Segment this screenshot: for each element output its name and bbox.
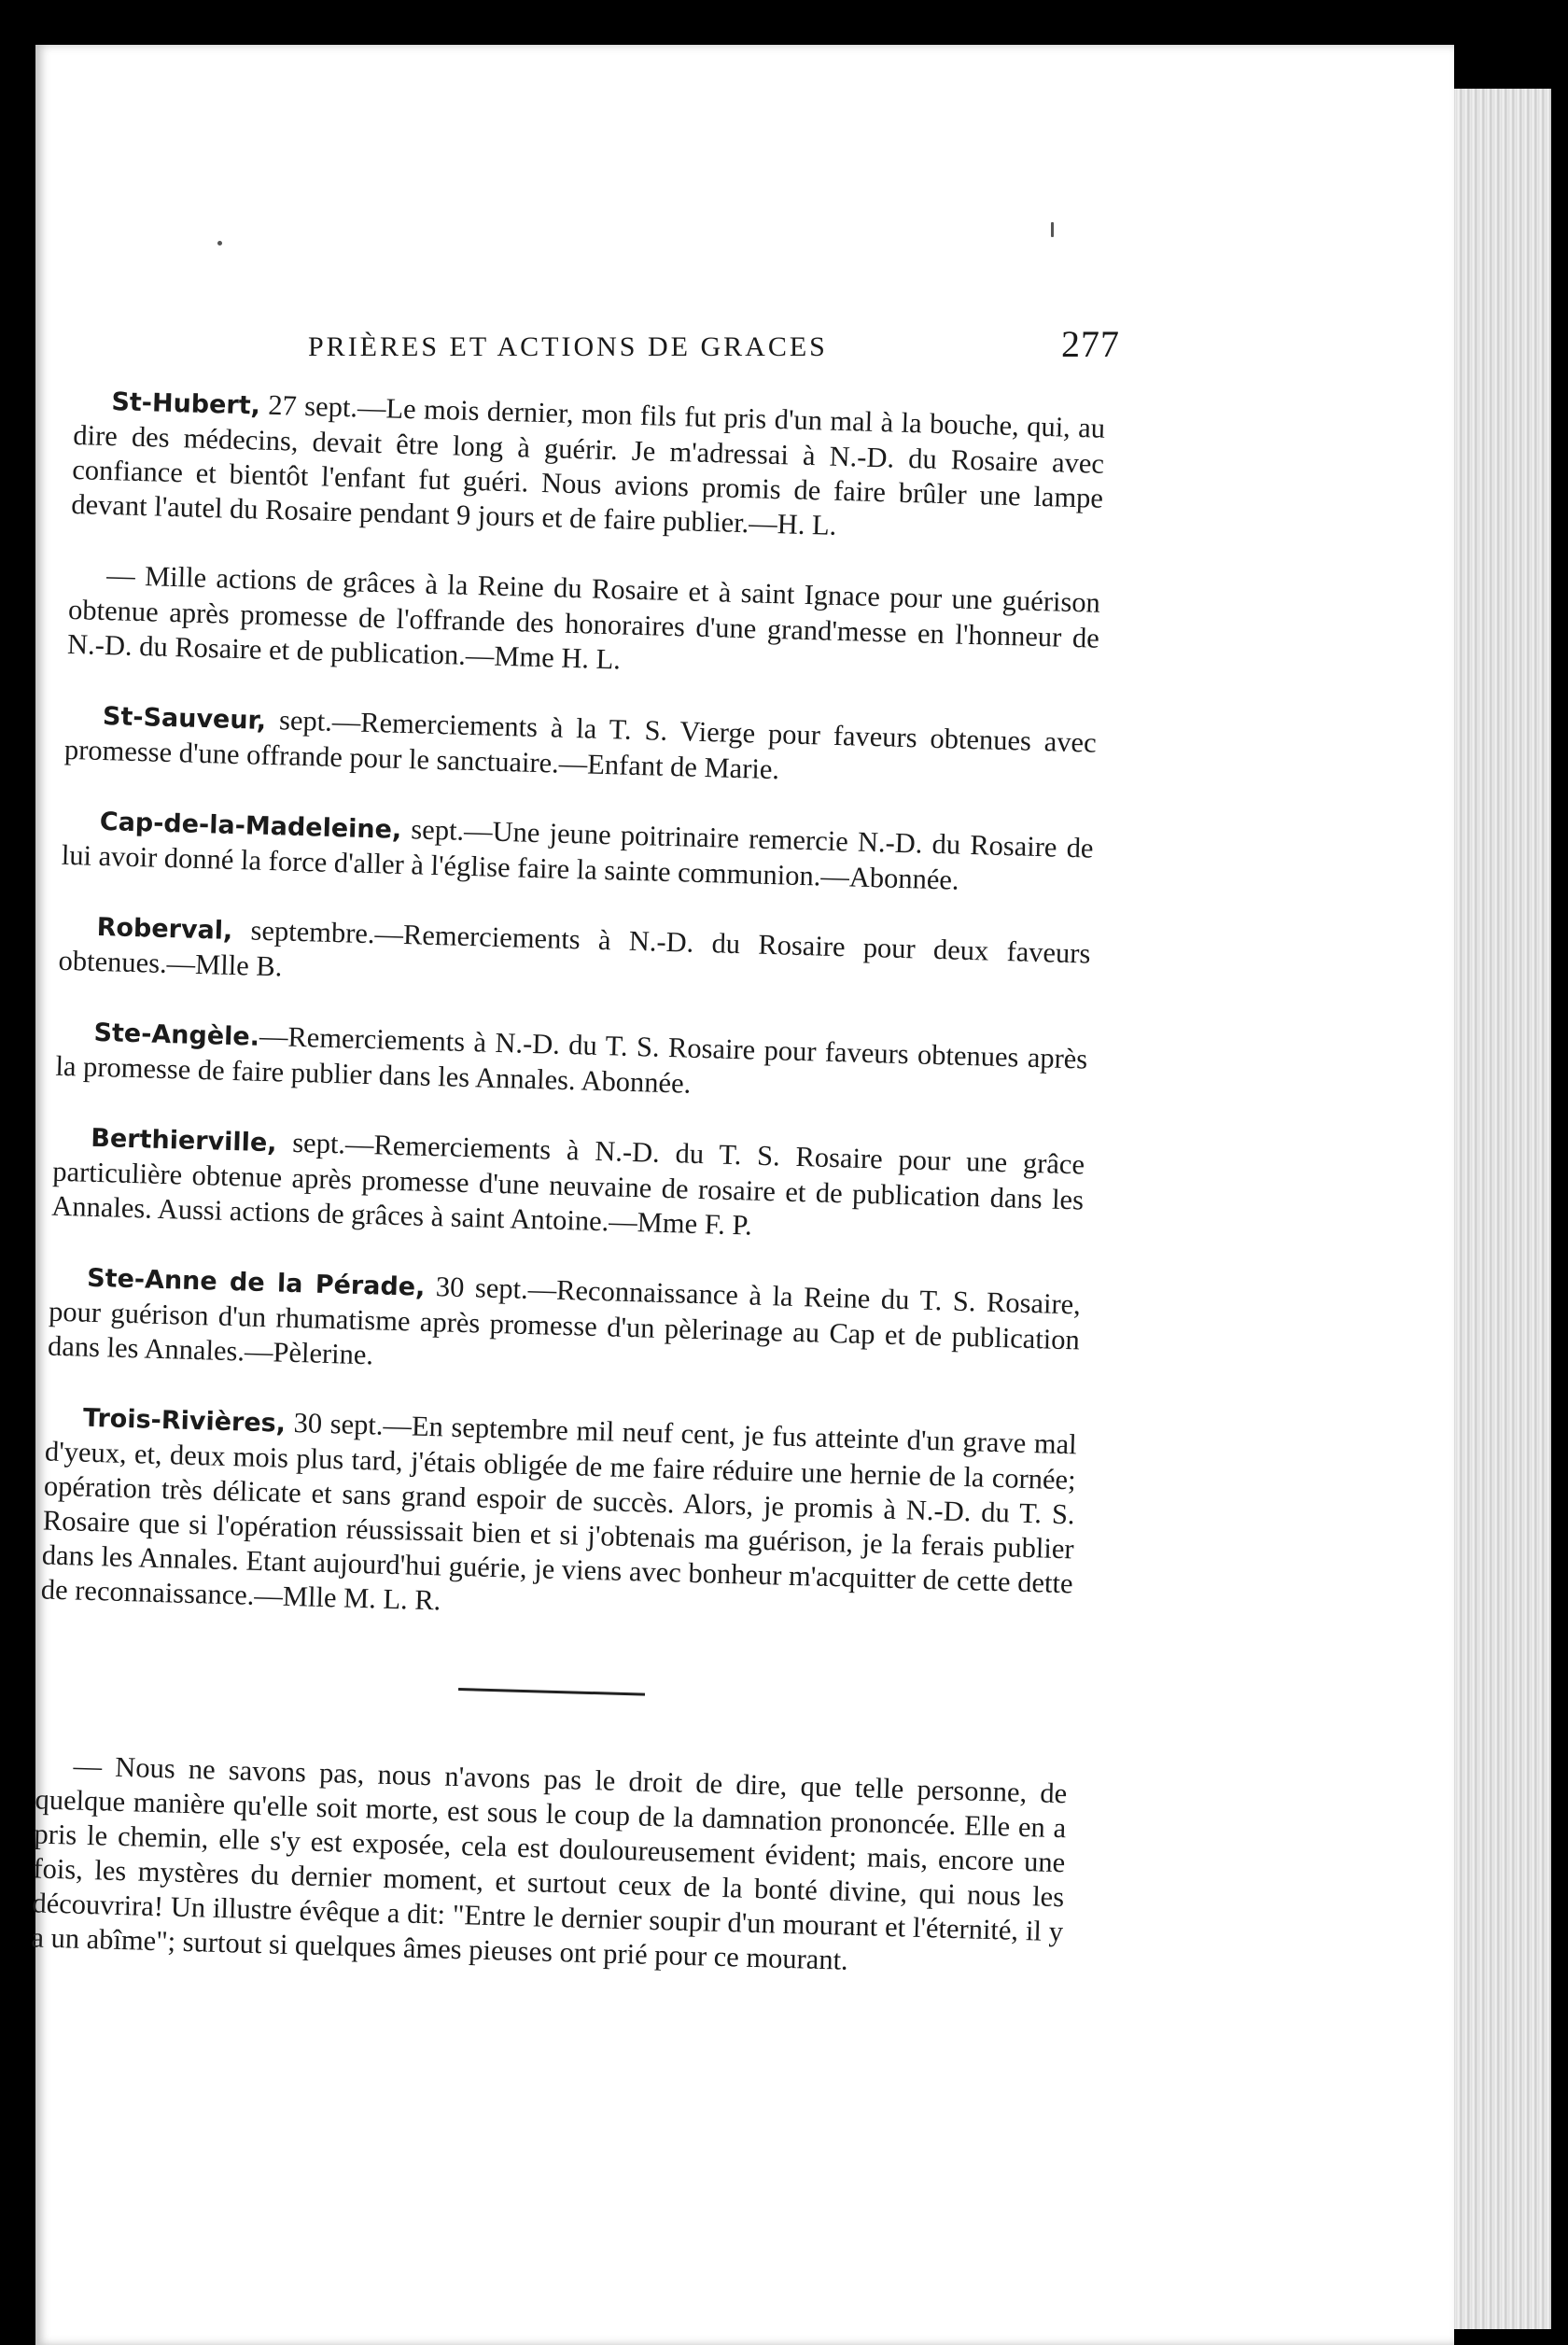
entry-place: Cap-de-la-Madeleine, <box>99 807 402 845</box>
entry-place: St-Hubert, <box>111 387 261 421</box>
entry <box>58 908 1091 1007</box>
entry <box>55 1014 1088 1113</box>
running-title: PRIÈRES ET ACTIONS DE GRACES <box>308 331 828 362</box>
speck <box>217 241 222 246</box>
entry <box>48 1259 1082 1393</box>
entry-text: 30 sept.—Reconnaissance à la Reine du T. S. Rosaire, pour guérison d'un rhumatisme après promesse d'un pèlerinage au Cap et de publication dans les Annales.—Pèlerine. <box>47 1270 1082 1371</box>
entry <box>71 383 1106 551</box>
closing-paragraph: — Nous ne savons pas, nous n'avons pas le droit de dire, que telle personne, de quelque manière qu'elle soit morte, est sous le coup de la damnation prononcée. Elle en a pris le chemin, elle s'y est exposée, cela est douloureusement évident; mais, encore une fois, les mystères du dernier moment, et surtout ceux de la bonté divine, qui nous les découvrira! Un illustre évêque a dit: "Entre le dernier soupir d'un mourant et l'éternité, il y a un abîme"; surtout si quelques âmes pieuses ont prié pour ce mourant. <box>31 1749 1068 1976</box>
entry-text: sept.—Remerciements à N.-D. du T. S. Rosaire pour une grâce particulière obtenue après promesse d'une neuvaine de rosaire et de publication dans les Annales. Aussi actions de grâces à saint Antoine.—Mme F. P. <box>50 1126 1085 1242</box>
entry-place: Ste-Angèle. <box>93 1018 260 1052</box>
entry-text: — Mille actions de grâces à la Reine du Rosaire et à saint Ignace pour une guérison obtenue après promesse de l'offrande des honoraires d'une grand'messe en l'honneur de N.-D. du Rosaire et de publication.—Mme H. L. <box>66 559 1101 676</box>
entry-text: septembre.—Remerciements à N.-D. du Rosaire pour deux faveurs obtenues.—Mlle B. <box>58 913 1091 983</box>
entry-text: sept.—Remerciements à la T. S. Vierge pour faveurs obtenues avec promesse d'une offrande pour le sanctuaire.—Enfant de Marie. <box>63 703 1098 786</box>
entry-place: Berthierville, <box>90 1123 277 1158</box>
entry <box>67 557 1101 691</box>
entry-text: sept.—Une jeune poitrinaire remercie N.-D. du Rosaire de lui avoir donné la force d'aller à l'église faire la sainte communion.—Abonnée. <box>61 812 1094 896</box>
entry-text: —Remerciements à N.-D. du T. S. Rosaire pour faveurs obtenues après la promesse de faire publier dans les Annales. Abonnée. <box>55 1019 1088 1100</box>
entry-place: St-Sauveur, <box>102 701 267 736</box>
speck <box>1051 222 1054 237</box>
entry <box>51 1119 1085 1253</box>
page-number: 277 <box>1061 323 1120 365</box>
entry-text: 27 sept.—Le mois dernier, mon fils fut pris d'un mal à la bouche, qui, au dire des médecins, devait être long à guérir. Je m'adressai à N.-D. du Rosaire avec confiance et bientôt l'enfant fut guéri. Nous avions promis de faire brûler une lampe devant l'autel du Rosaire pendant 9 jours et de faire publier.—H. L. <box>70 388 1106 541</box>
section-divider <box>458 1688 645 1696</box>
page-content <box>30 383 1106 2019</box>
book-gutter-shadow <box>0 37 37 2345</box>
entry-place: Trois-Rivières, <box>82 1403 287 1439</box>
entry-place: Ste-Anne de la Pérade, <box>86 1263 426 1302</box>
entry <box>40 1399 1077 1636</box>
entry <box>61 803 1094 902</box>
book-fore-edge <box>1447 89 1551 2329</box>
entry <box>63 697 1097 796</box>
entry-place: Roberval, <box>96 912 233 946</box>
entry-text: 30 sept.—En septembre mil neuf cent, je fus atteinte d'un grave mal d'yeux, et, deux mois plus tard, j'étais obligée de me faire réduire une hernie de la cornée; opération très délicate et sans grand espoir de succès. Alors, je promis à N.-D. du T. S. Rosaire que si l'opération réussissait bien et si j'obtenais ma guérison, je la ferais publier dans les Annales. Etant aujourd'hui guérie, je viens avec bonheur m'acquitter de cette dette de reconnaissance.—Mlle M. L. R. <box>40 1406 1078 1617</box>
